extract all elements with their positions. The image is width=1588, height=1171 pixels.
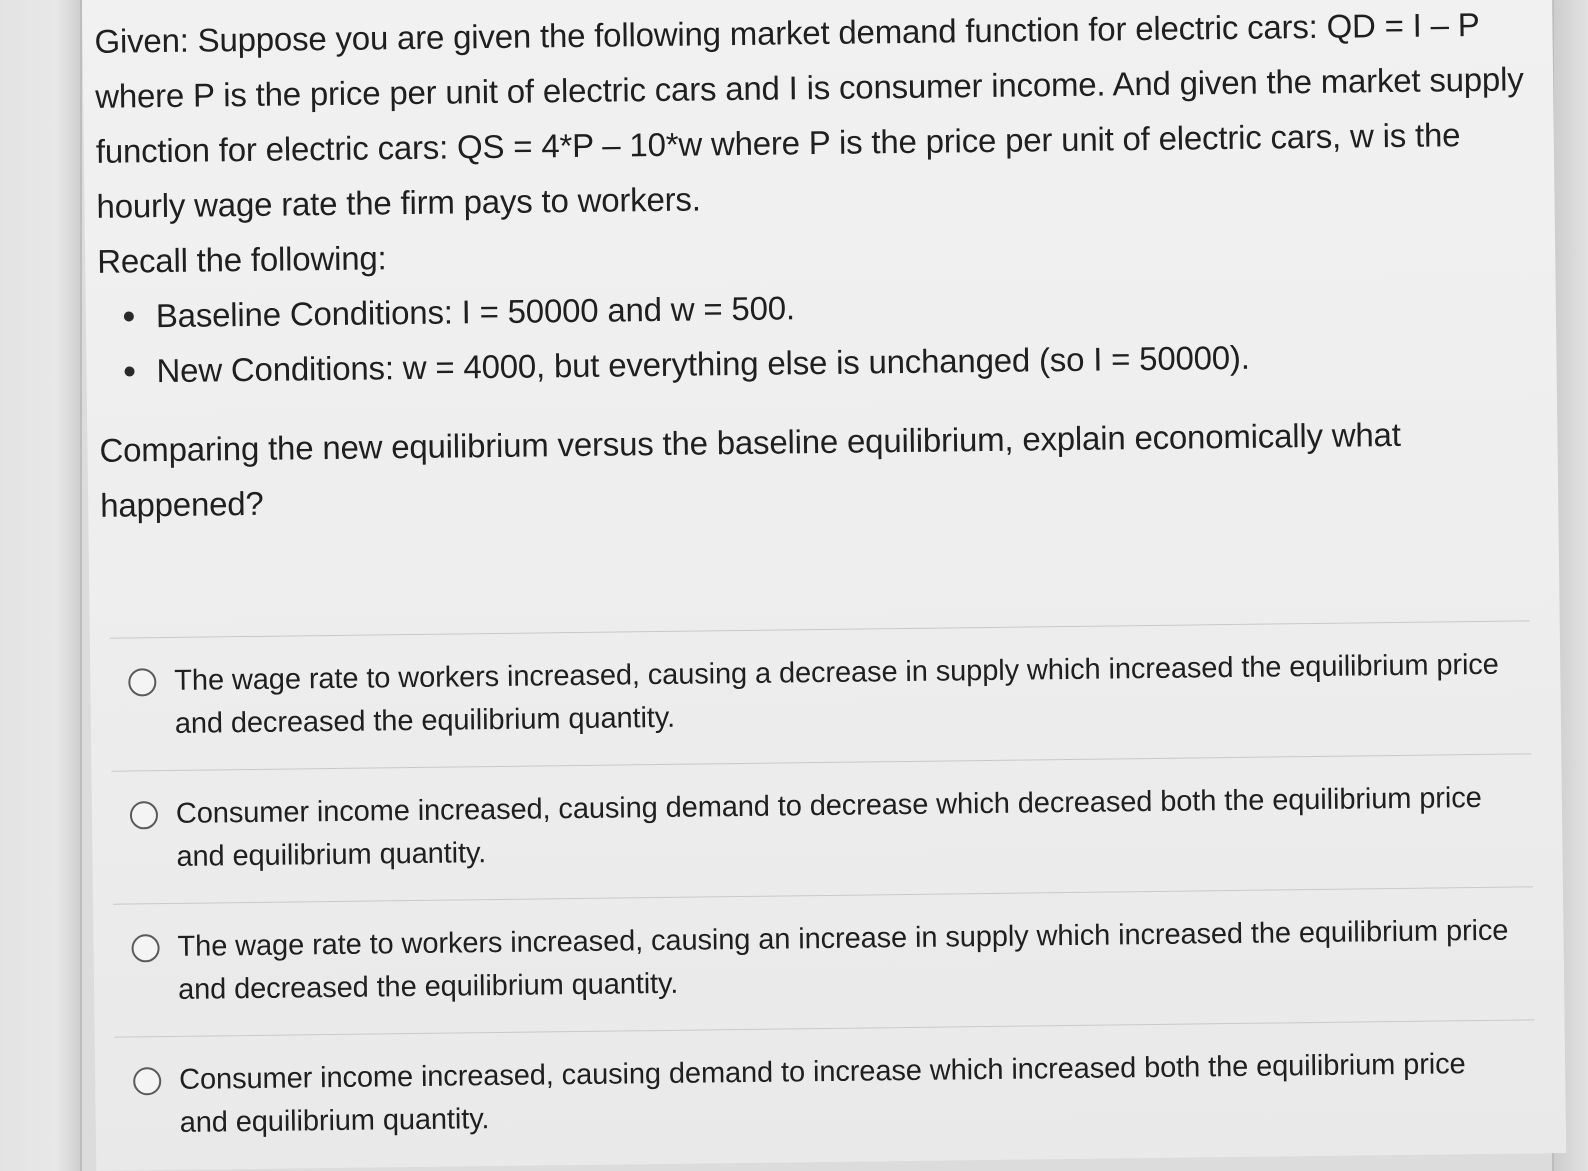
answer-options <box>110 620 1536 1169</box>
question-given-text: Given: Suppose you are given the following market demand function for electric cars: QD = I – P where P is the price per unit of electric cars and I is consumer income. And given the market supply function for electric cars: QS = 4*P – 10*w where P is the price per unit of electric cars, w is the hourly wage rate the firm pays to workers. <box>94 5 1524 225</box>
condition-baseline-text: Baseline Conditions: I = 50000 and w = 500. <box>155 289 796 335</box>
answer-option-3[interactable] <box>113 886 1535 1036</box>
bullet-icon <box>124 311 134 321</box>
question-prompt: Comparing the new equilibrium versus the baseline equilibrium, explain economically what happened? <box>99 415 1401 524</box>
answer-option-label[interactable]: The wage rate to workers increased, causing an increase in supply which increased the equilibrium price and decreased the equilibrium quantity. <box>177 914 1509 1006</box>
question-block <box>94 0 1540 533</box>
recall-heading: Recall the following: <box>96 239 387 280</box>
answer-option-label[interactable]: The wage rate to workers increased, causing a decrease in supply which increased the equilibrium price and decreased the equilibrium quantity. <box>174 648 1499 740</box>
monitor-left-bezel <box>0 0 82 1171</box>
radio-button-icon[interactable] <box>133 1067 161 1095</box>
answer-option-4[interactable] <box>115 1019 1537 1169</box>
answer-option-label[interactable]: Consumer income increased, causing demand to increase which increased both the equilibrium price and equilibrium quantity. <box>179 1048 1466 1139</box>
conditions-list <box>98 271 1539 399</box>
radio-button-icon[interactable] <box>128 668 156 696</box>
radio-button-icon[interactable] <box>130 801 158 829</box>
answer-option-label[interactable]: Consumer income increased, causing demand to decrease which decreased both the equilibrium price and equilibrium quantity. <box>175 781 1482 873</box>
radio-button-icon[interactable] <box>131 934 159 962</box>
quiz-page <box>82 0 1566 1171</box>
answer-option-2[interactable] <box>111 753 1533 903</box>
condition-new-text: New Conditions: w = 4000, but everything else is unchanged (so I = 50000). <box>156 338 1250 390</box>
answer-option-1[interactable] <box>110 620 1532 770</box>
bullet-icon <box>124 366 134 376</box>
